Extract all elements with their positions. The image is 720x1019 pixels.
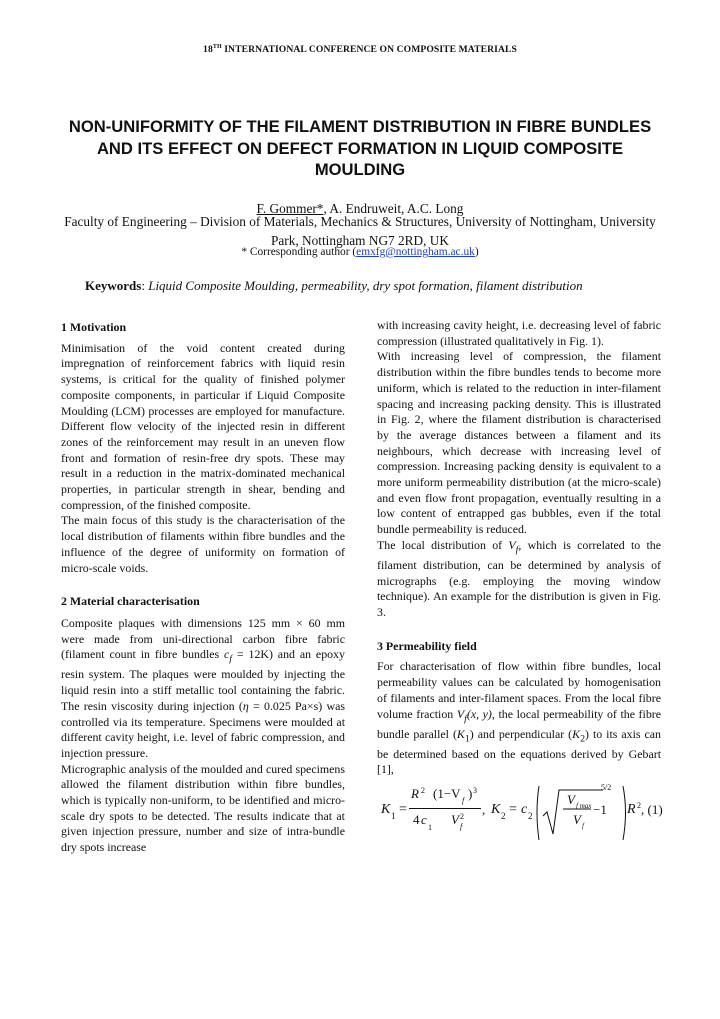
section-heading-motivation: 1 Motivation — [61, 320, 127, 334]
corresponding-author[interactable]: F. Gommer* — [256, 201, 324, 216]
right-column — [377, 318, 661, 850]
continued-paragraph-3: The local distribution of $V_f$, which is correlated to the filament distribution, can be determined by analysis of micrographs (e.g. employing the moving window technique). An example for the distribution is given in Fig. 3. — [377, 537, 661, 620]
paper-title: NON-UNIFORMITY OF THE FILAMENT DISTRIBUTION IN FIBRE BUNDLES AND ITS EFFECT ON DEFECT FORMATION IN LIQUID COMPOSITE MOULDING — [68, 117, 652, 179]
corresponding-suffix: ) — [474, 246, 479, 258]
motivation-paragraph-2: The main focus of this study is the characterisation of the local distribution of filaments within fibre bundles and the influence of the degree of uniformity on formation of micro-scale voids. — [61, 513, 345, 575]
permeability-paragraph-1: For characterisation of flow within fibre bundles, local permeability values can be calculated by homogenisation of filaments and inter-filament spaces. From the local fibre volume fraction $V_f(x$, y), the local permeability of the fibre bundle parallel $(K_1)$ and perpendicular $(K_2)$ to its axis can be determined based on the equations derived by Gebart [1], — [377, 659, 662, 777]
equation-1: K 1 = R 2 (1−V f ) 3 4 c 1 V 2 f , K 2 = c 2 V f max V f −1 5/2 R 2 , (1) — [377, 782, 661, 850]
section-heading-permeability: 3 Permeability field — [377, 638, 477, 653]
header-ordinal: TH — [212, 44, 222, 50]
continued-paragraph-2: With increasing level of compression, the filament distribution within the fibre bundles tends to become more uniform, which is related to the reduction in inter-filament spacing and increasing packing density. This is illustrated in Fig. 2, where the filament distribution is characterised by the average distances between a filament and its neighbours, which decrease with increasing level of compression. Increasing packing density is equivalent to a more uniform permeability distribution (at the micro-scale) and even flow front propagation, eventually resulting in a low content of entrapped gas bubbles, even if the total bundle permeability is reduced. — [377, 349, 661, 537]
corresponding-prefix: * Corresponding author ( — [241, 246, 357, 258]
section-heading-material: 2 Material characterisation — [61, 594, 200, 609]
material-paragraph-2: Micrographic analysis of the moulded and cured specimens allowed the filament distribution within fibre bundles, which is typically non-uniform, to be identified and micro-scale dry spots to be detected. The results indicate that at given injection pressure, number and size of intra-bundle dry spots increase — [61, 761, 345, 855]
co-authors: , A. Endruweit, A.C. Long — [323, 201, 464, 216]
conference-header — [0, 44, 720, 55]
left-column — [61, 320, 345, 856]
corresponding-note — [0, 246, 720, 258]
keywords-label: Keywords — [85, 278, 142, 293]
header-number: 18 — [203, 44, 213, 56]
affiliation: Faculty of Engineering – Division of Materials, Mechanics & Structures, University of Nottingham, University Park, Nottingham NG7 2RD, UK — [64, 214, 656, 248]
motivation-paragraph-1: Minimisation of the void content created during impregnation of reinforcement fabrics with liquid resin systems, is critical for the quality of finished polymer composite components, in particular if Liquid Composite Moulding (LCM) processes are employed for manufacture. Different flow velocity of the injected resin in different zones of the reinforcement may result in an uneven flow front and formation of resin-free dry spots. These may result in a reduction in the matrix-dominated mechanical properties, in particular strength in shear, bending and compression, of the finished composite. — [61, 340, 345, 512]
keywords: Keywords: Liquid Composite Moulding, permeability, dry spot formation, filament distribution — [85, 278, 583, 293]
keywords-text: Liquid Composite Moulding, permeability, dry spot formation, filament distribution — [148, 278, 583, 293]
material-paragraph-1: Composite plaques with dimensions 125 mm × 60 mm were made from uni-directional carbon fibre fabric (filament count in fibre bundles $c_f = 12K$) and an epoxy resin system. The plaques were moulded by injecting the liquid resin into a stiff metallic tool containing the fabric. The resin viscosity during injection (η = 0.025 Pa×s) was controlled via its temperature. Specimens were moulded at different cavity height, i.e. level of fabric compression, and injection pressure. — [61, 615, 345, 760]
header-text: INTERNATIONAL CONFERENCE ON COMPOSITE MATERIALS — [221, 44, 517, 56]
continued-paragraph-1: with increasing cavity height, i.e. decreasing level of fabric compression (illustrated qualitatively in Fig. 1). — [377, 318, 661, 348]
email-link[interactable]: emxfg@nottingham.ac.uk — [356, 246, 475, 258]
